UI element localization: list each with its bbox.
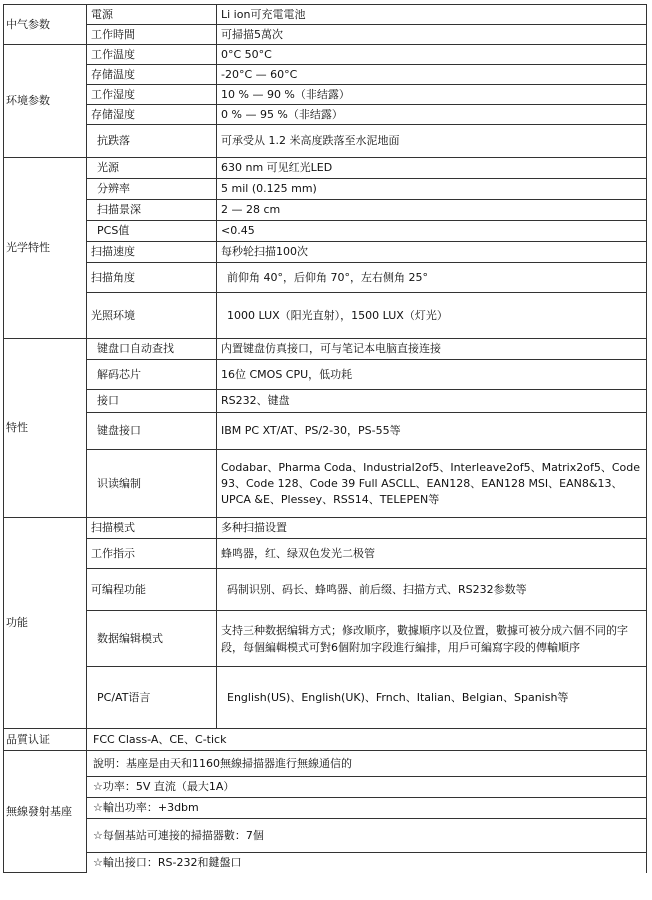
spec-key: 工作温度 xyxy=(87,45,217,65)
spec-value: 前仰角 40°，后仰角 70°，左右侧角 25° xyxy=(217,263,647,293)
table-row xyxy=(4,518,647,539)
table-row xyxy=(4,158,647,179)
table-row xyxy=(4,45,647,65)
spec-value: 码制识别、码长、蜂鸣器、前后缀、扫描方式、RS232参数等 xyxy=(217,569,647,611)
spec-key: 键盘接口 xyxy=(87,413,217,450)
spec-value: 内置键盘仿真接口，可与笔记本电脑直接连接 xyxy=(217,339,647,360)
spec-value: 630 nm 可见红光LED xyxy=(217,158,647,179)
spec-key: 扫描模式 xyxy=(87,518,217,539)
table-row xyxy=(4,777,647,798)
spec-value: 10 % — 90 %（非结露） xyxy=(217,85,647,105)
spec-value: <0.45 xyxy=(217,221,647,242)
spec-value: -20°C — 60°C xyxy=(217,65,647,85)
spec-key: 分辨率 xyxy=(87,179,217,200)
wireless-line: ☆輸出功率：+3dbm xyxy=(87,798,647,819)
table-row xyxy=(4,105,647,125)
table-row xyxy=(4,179,647,200)
spec-key: 抗跌落 xyxy=(87,125,217,158)
table-row xyxy=(4,65,647,85)
wireless-line: ☆輸出接口：RS-232和鍵盤口 xyxy=(87,853,647,873)
table-row xyxy=(4,200,647,221)
table-row xyxy=(4,667,647,729)
table-row xyxy=(4,819,647,853)
wireless-line: ☆功率：5V 直流（最大1A） xyxy=(87,777,647,798)
category-electrical: 中气参数 xyxy=(4,5,87,45)
spec-value: 可承受从 1.2 米高度跌落至水泥地面 xyxy=(217,125,647,158)
spec-key: PC/AT语言 xyxy=(87,667,217,729)
spec-value: 1000 LUX（阳光直射），1500 LUX（灯光） xyxy=(217,293,647,339)
spec-key: 识读编制 xyxy=(87,450,217,518)
table-row xyxy=(4,569,647,611)
category-functions: 功能 xyxy=(4,518,87,729)
table-row xyxy=(4,751,647,777)
spec-key: 光源 xyxy=(87,158,217,179)
spec-key: 扫描角度 xyxy=(87,263,217,293)
spec-value: 蜂鸣器，红、绿双色发光二极管 xyxy=(217,539,647,569)
wireless-line: 說明：基座是由天和1160無線掃描器進行無線通信的 xyxy=(87,751,647,777)
table-row xyxy=(4,798,647,819)
spec-key: 光照环境 xyxy=(87,293,217,339)
category-wireless-base: 無線發射基座 xyxy=(4,751,87,873)
table-row xyxy=(4,125,647,158)
wireless-line: ☆每個基站可連接的掃描器數：7個 xyxy=(87,819,647,853)
spec-key: 可编程功能 xyxy=(87,569,217,611)
table-row xyxy=(4,293,647,339)
spec-key: 扫描速度 xyxy=(87,242,217,263)
spec-value: 多种扫描设置 xyxy=(217,518,647,539)
spec-value: IBM PC XT/AT、PS/2-30，PS-55等 xyxy=(217,413,647,450)
table-row xyxy=(4,85,647,105)
spec-table xyxy=(3,4,647,873)
table-row xyxy=(4,413,647,450)
spec-value: 支持三种数据编辑方式；修改顺序，數據順序以及位置，數據可被分成六個不同的字段，每個編輯模式可對6個附加字段進行編排，用戶可編寫字段的傳輸順序 xyxy=(217,611,647,667)
spec-value: 5 mil (0.125 mm) xyxy=(217,179,647,200)
spec-value: 0°C 50°C xyxy=(217,45,647,65)
spec-key: 解码芯片 xyxy=(87,360,217,390)
table-row xyxy=(4,360,647,390)
category-environment: 环境参数 xyxy=(4,45,87,158)
table-row xyxy=(4,25,647,45)
table-row xyxy=(4,5,647,25)
table-row xyxy=(4,221,647,242)
table-row xyxy=(4,611,647,667)
spec-value: 可掃描5萬次 xyxy=(217,25,647,45)
certification-value: FCC Class-A、CE、C-tick xyxy=(87,729,647,751)
spec-key: 数据编辑模式 xyxy=(87,611,217,667)
table-row xyxy=(4,339,647,360)
spec-key: 存储温度 xyxy=(87,65,217,85)
table-row xyxy=(4,263,647,293)
spec-value: 0 % — 95 %（非结露） xyxy=(217,105,647,125)
spec-key: 工作時間 xyxy=(87,25,217,45)
table-row xyxy=(4,729,647,751)
category-features: 特性 xyxy=(4,339,87,518)
spec-value: Li ion可充電電池 xyxy=(217,5,647,25)
spec-key: 扫描景深 xyxy=(87,200,217,221)
spec-value: Codabar、Pharma Coda、Industrial2of5、Interleave2of5、Matrix2of5、Code 93、Code 128、Code 39 Full ASCLL、EAN128、EAN128 MSI、EAN8&13、UPCA &E、Plessey、RSS14、TELEPEN等 xyxy=(217,450,647,518)
spec-value: English(US)、English(UK)、Frnch、Italian、Belgian、Spanish等 xyxy=(217,667,647,729)
spec-value: RS232、键盘 xyxy=(217,390,647,413)
category-certification: 品質认证 xyxy=(4,729,87,751)
spec-key: 工作湿度 xyxy=(87,85,217,105)
table-row xyxy=(4,853,647,873)
spec-value: 每秒轮扫描100次 xyxy=(217,242,647,263)
table-row xyxy=(4,539,647,569)
spec-key: 電源 xyxy=(87,5,217,25)
table-row xyxy=(4,450,647,518)
table-row xyxy=(4,390,647,413)
spec-key: PCS值 xyxy=(87,221,217,242)
spec-key: 工作指示 xyxy=(87,539,217,569)
spec-value: 2 — 28 cm xyxy=(217,200,647,221)
spec-value: 16位 CMOS CPU，低功耗 xyxy=(217,360,647,390)
spec-key: 键盘口自动查找 xyxy=(87,339,217,360)
category-optical: 光学特性 xyxy=(4,158,87,339)
table-row xyxy=(4,242,647,263)
spec-key: 接口 xyxy=(87,390,217,413)
spec-key: 存储湿度 xyxy=(87,105,217,125)
